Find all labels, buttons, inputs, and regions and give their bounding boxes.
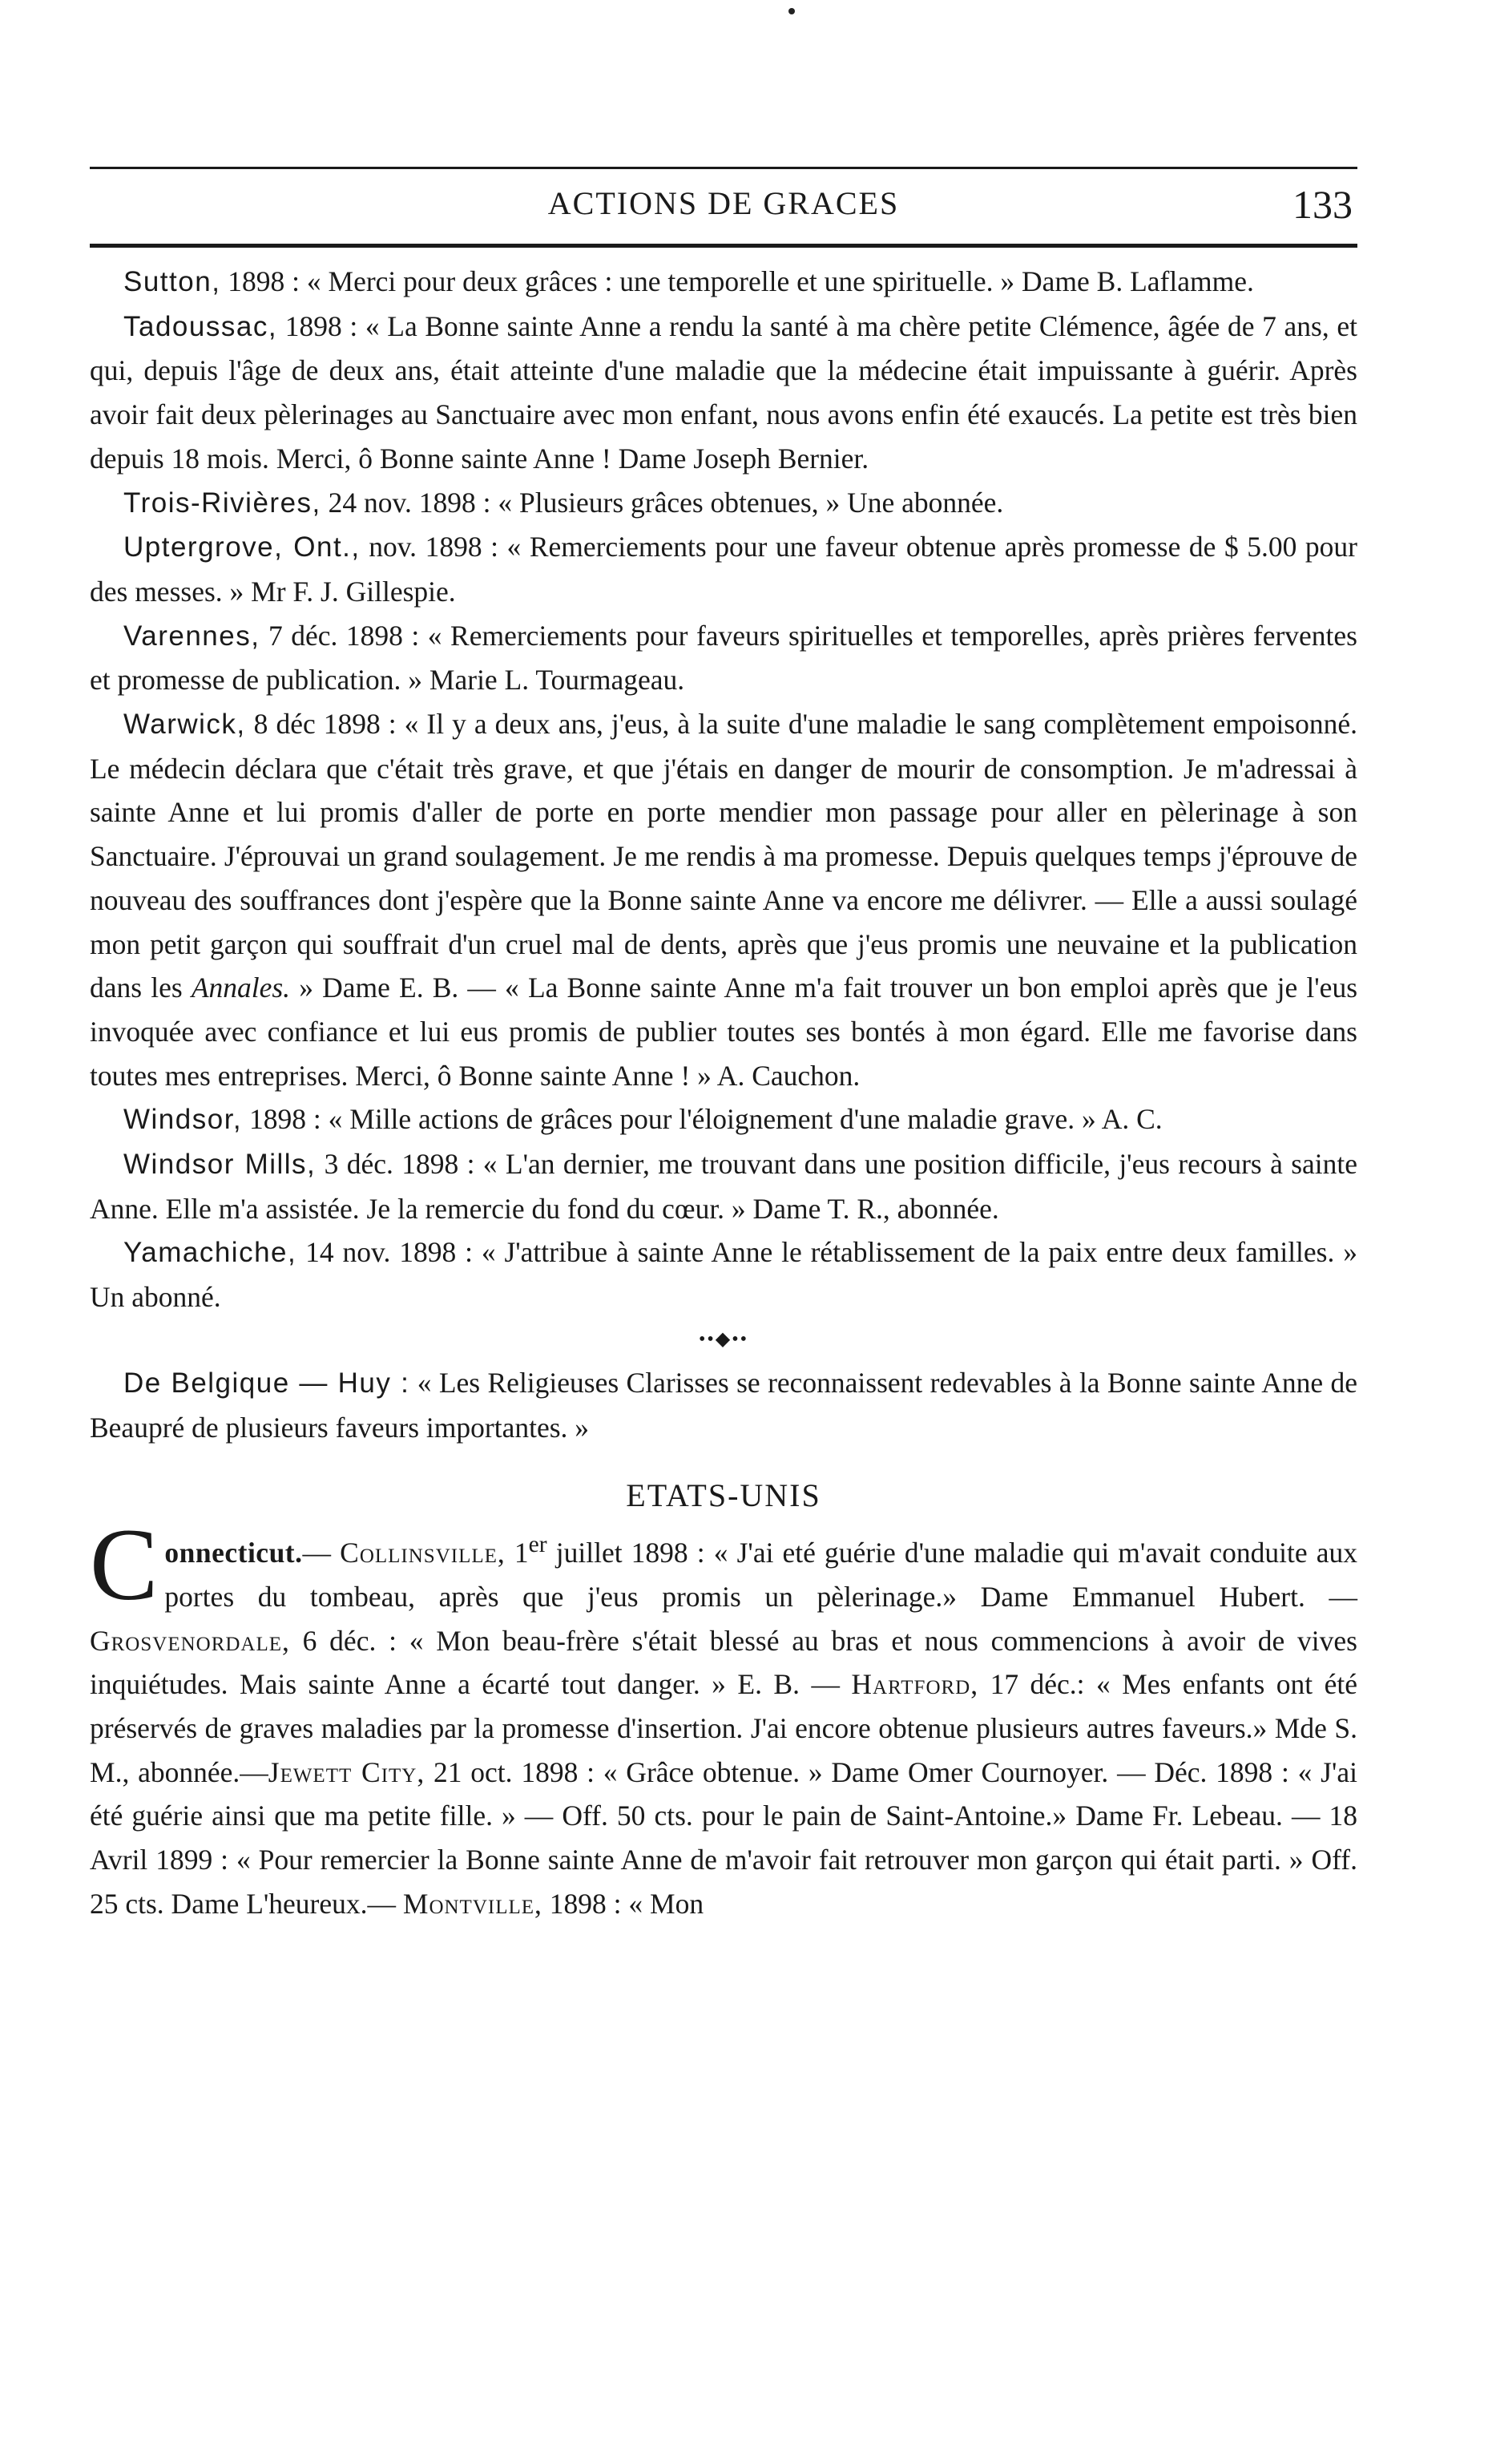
entry-text: 1898 : « Mon: [542, 1887, 704, 1920]
entry-text: 1: [505, 1537, 529, 1569]
section-heading: ETATS-UNIS: [626, 1477, 821, 1514]
entry-text-continued: » Dame E. B. — « La Bonne sainte Anne m'a fait trouver un bon emploi après que je l'eus invoquée avec confiance et lui eus promis de publier toutes ses bontés à mon égard. Elle me favorise dans toutes mes entreprises. Merci, ô Bonne sainte Anne ! » A. Cauchon.: [90, 971, 1358, 1092]
entry-text: « Les Religieuses Clarisses se reconnaissent redevables à la Bonne sainte Anne de Beaupré de plusieurs faveurs importantes. »: [90, 1366, 1358, 1444]
entry-text: 24 nov. 1898 : « Plusieurs grâces obtenues, » Une abonnée.: [321, 486, 1004, 519]
header-rule-top: [90, 167, 1357, 169]
town-name: Collinsville,: [340, 1537, 506, 1569]
entry-text: 1898 : « La Bonne sainte Anne a rendu la santé à ma chère petite Clémence, âgée de 7 ans, et qui, depuis l'âge de deux ans, était atteinte d'une maladie que la médecine était impuissante à guérir. Après avoir fait deux pèlerinages au Sanctuaire avec mon enfant, nous avons enfin été exaucés. La petite est très bien depuis 18 mois. Merci, ô Bonne sainte Anne ! Dame Joseph Bernier.: [90, 309, 1357, 475]
entry-sutton: [90, 260, 1357, 305]
entry-text: 1898 : « Mille actions de grâces pour l'éloignement d'une maladie grave. » A. C.: [242, 1103, 1163, 1136]
entry-text: 14 nov. 1898 : « J'attribue à sainte Anne le rétablissement de la paix entre deux familles. » Un abonné.: [90, 1236, 1357, 1314]
header-rule-bottom: [90, 244, 1357, 248]
entry-windsor-mills: [90, 1142, 1357, 1230]
entry-yamachiche: [90, 1230, 1357, 1319]
entry-connecticut: [90, 1508, 1358, 1925]
entry-place: Sutton,: [123, 266, 221, 297]
entry-text: 3 déc. 1898 : « L'an dernier, me trouvant dans une position difficile, j'eus recours à sainte Anne. Elle m'a assistée. Je la remercie du fond du cœur. » Dame T. R., abonnée.: [90, 1148, 1357, 1225]
entry-place: De Belgique — Huy :: [123, 1367, 410, 1399]
entry-text: nov. 1898 : « Remerciements pour une faveur obtenue après promesse de $ 5.00 pour des messes. » Mr F. J. Gillespie.: [90, 531, 1358, 608]
superscript: er: [528, 1532, 547, 1558]
entry-text: 21 oct. 1898 : « Grâce obtenue. » Dame Omer Cournoyer. — Déc. 1898 : « J'ai été guérie ainsi que ma petite fille. » — Off. 50 cts. pour le pain de Saint-Antoine.» Dame Fr. Lebeau. — 18 Avril 1899 : « Pour remercier la Bonne sainte Anne de m'avoir fait retrouver mon garçon qui était parti. » Off. 25 cts. Dame L'heureux.—: [90, 1755, 1357, 1920]
entry-place: Yamachiche,: [123, 1237, 297, 1269]
entry-varennes: [90, 614, 1357, 702]
entry-italic-title: Annales.: [191, 971, 291, 1004]
entry-warwick: [90, 702, 1357, 1097]
entry-text: juillet 1898 : « J'ai eté guérie d'une maladie qui m'avait conduite aux portes du tombeau, après que j'eus promis un pèlerinage.» Dame Emmanuel Hubert. —: [164, 1537, 1358, 1613]
entry-text: 17 déc.: « Mes enfants ont été préservés de graves maladies par la promesse d'insertion. J'ai encore obtenue plusieurs autres faveurs.» Mde S. M., abonnée.—: [90, 1668, 1357, 1788]
entry-text: 7 déc. 1898 : « Remerciements pour faveurs spirituelles et temporelles, après prières ferventes et promesse de publication. » Marie L. Tourmageau.: [90, 619, 1357, 697]
state-name: onnecticut.: [164, 1537, 303, 1569]
ink-speck: [788, 8, 795, 14]
entry-windsor: [90, 1097, 1357, 1142]
page-body: [90, 260, 1357, 1925]
town-name: Jewett City,: [268, 1755, 425, 1788]
entry-place: Tadoussac,: [123, 310, 278, 342]
running-title: ACTIONS DE GRACES: [547, 185, 900, 221]
entry-text: 8 déc 1898 : « Il y a deux ans, j'eus, à la suite d'une maladie le sang complètement empoisonné. Le médecin déclara que c'était très grave, et que j'étais en danger de mourir de consomption. Je m'adressai à sainte Anne et lui promis d'aller de porte en porte mendier mon passage pour aller en pèlerinage à son Sanctuaire. J'éprouvai un grand soulagement. Je me rendis à ma promesse. Depuis quelques temps j'éprouve de nouveau des souffrances dont j'espère que la Bonne sainte Anne va encore me délivrer. — Elle a aussi soulagé mon petit garçon qui souffrait d'un cruel mal de dents, après que j'eus promis une neuvaine et la publication dans les: [90, 708, 1357, 1004]
entry-text: 1898 : « Merci pour deux grâces : une temporelle et une spirituelle. » Dame B. Laflamme.: [220, 265, 1254, 297]
entry-text: 6 déc. : « Mon beau-frère s'était blessé au bras et nous commencions à avoir de vives inquiétudes. Mais sainte Anne a écarté tout danger. » E. B. —: [90, 1624, 1357, 1701]
entry-place: Uptergrove, Ont.,: [123, 531, 361, 563]
entry-trois-rivieres: [90, 481, 1357, 526]
entry-place: Varennes,: [123, 620, 260, 652]
entry-tadoussac: [90, 305, 1357, 481]
town-name: Grosvenordale,: [90, 1624, 290, 1657]
town-name: Hartford,: [851, 1668, 979, 1701]
drop-cap: C: [90, 1508, 159, 1622]
entry-uptergrove: [90, 525, 1357, 613]
running-header: [90, 181, 1357, 239]
town-name: Montville,: [402, 1887, 542, 1920]
page-number: 133: [1292, 182, 1353, 227]
entry-belgique: [90, 1361, 1357, 1449]
entry-text: —: [302, 1537, 341, 1569]
entry-place: Trois-Rivières,: [123, 487, 321, 519]
entry-place: Windsor Mills,: [123, 1149, 317, 1181]
ornament-divider: ••◆••: [698, 1328, 749, 1350]
entry-place: Windsor,: [123, 1104, 243, 1136]
entry-place: Warwick,: [123, 709, 246, 741]
